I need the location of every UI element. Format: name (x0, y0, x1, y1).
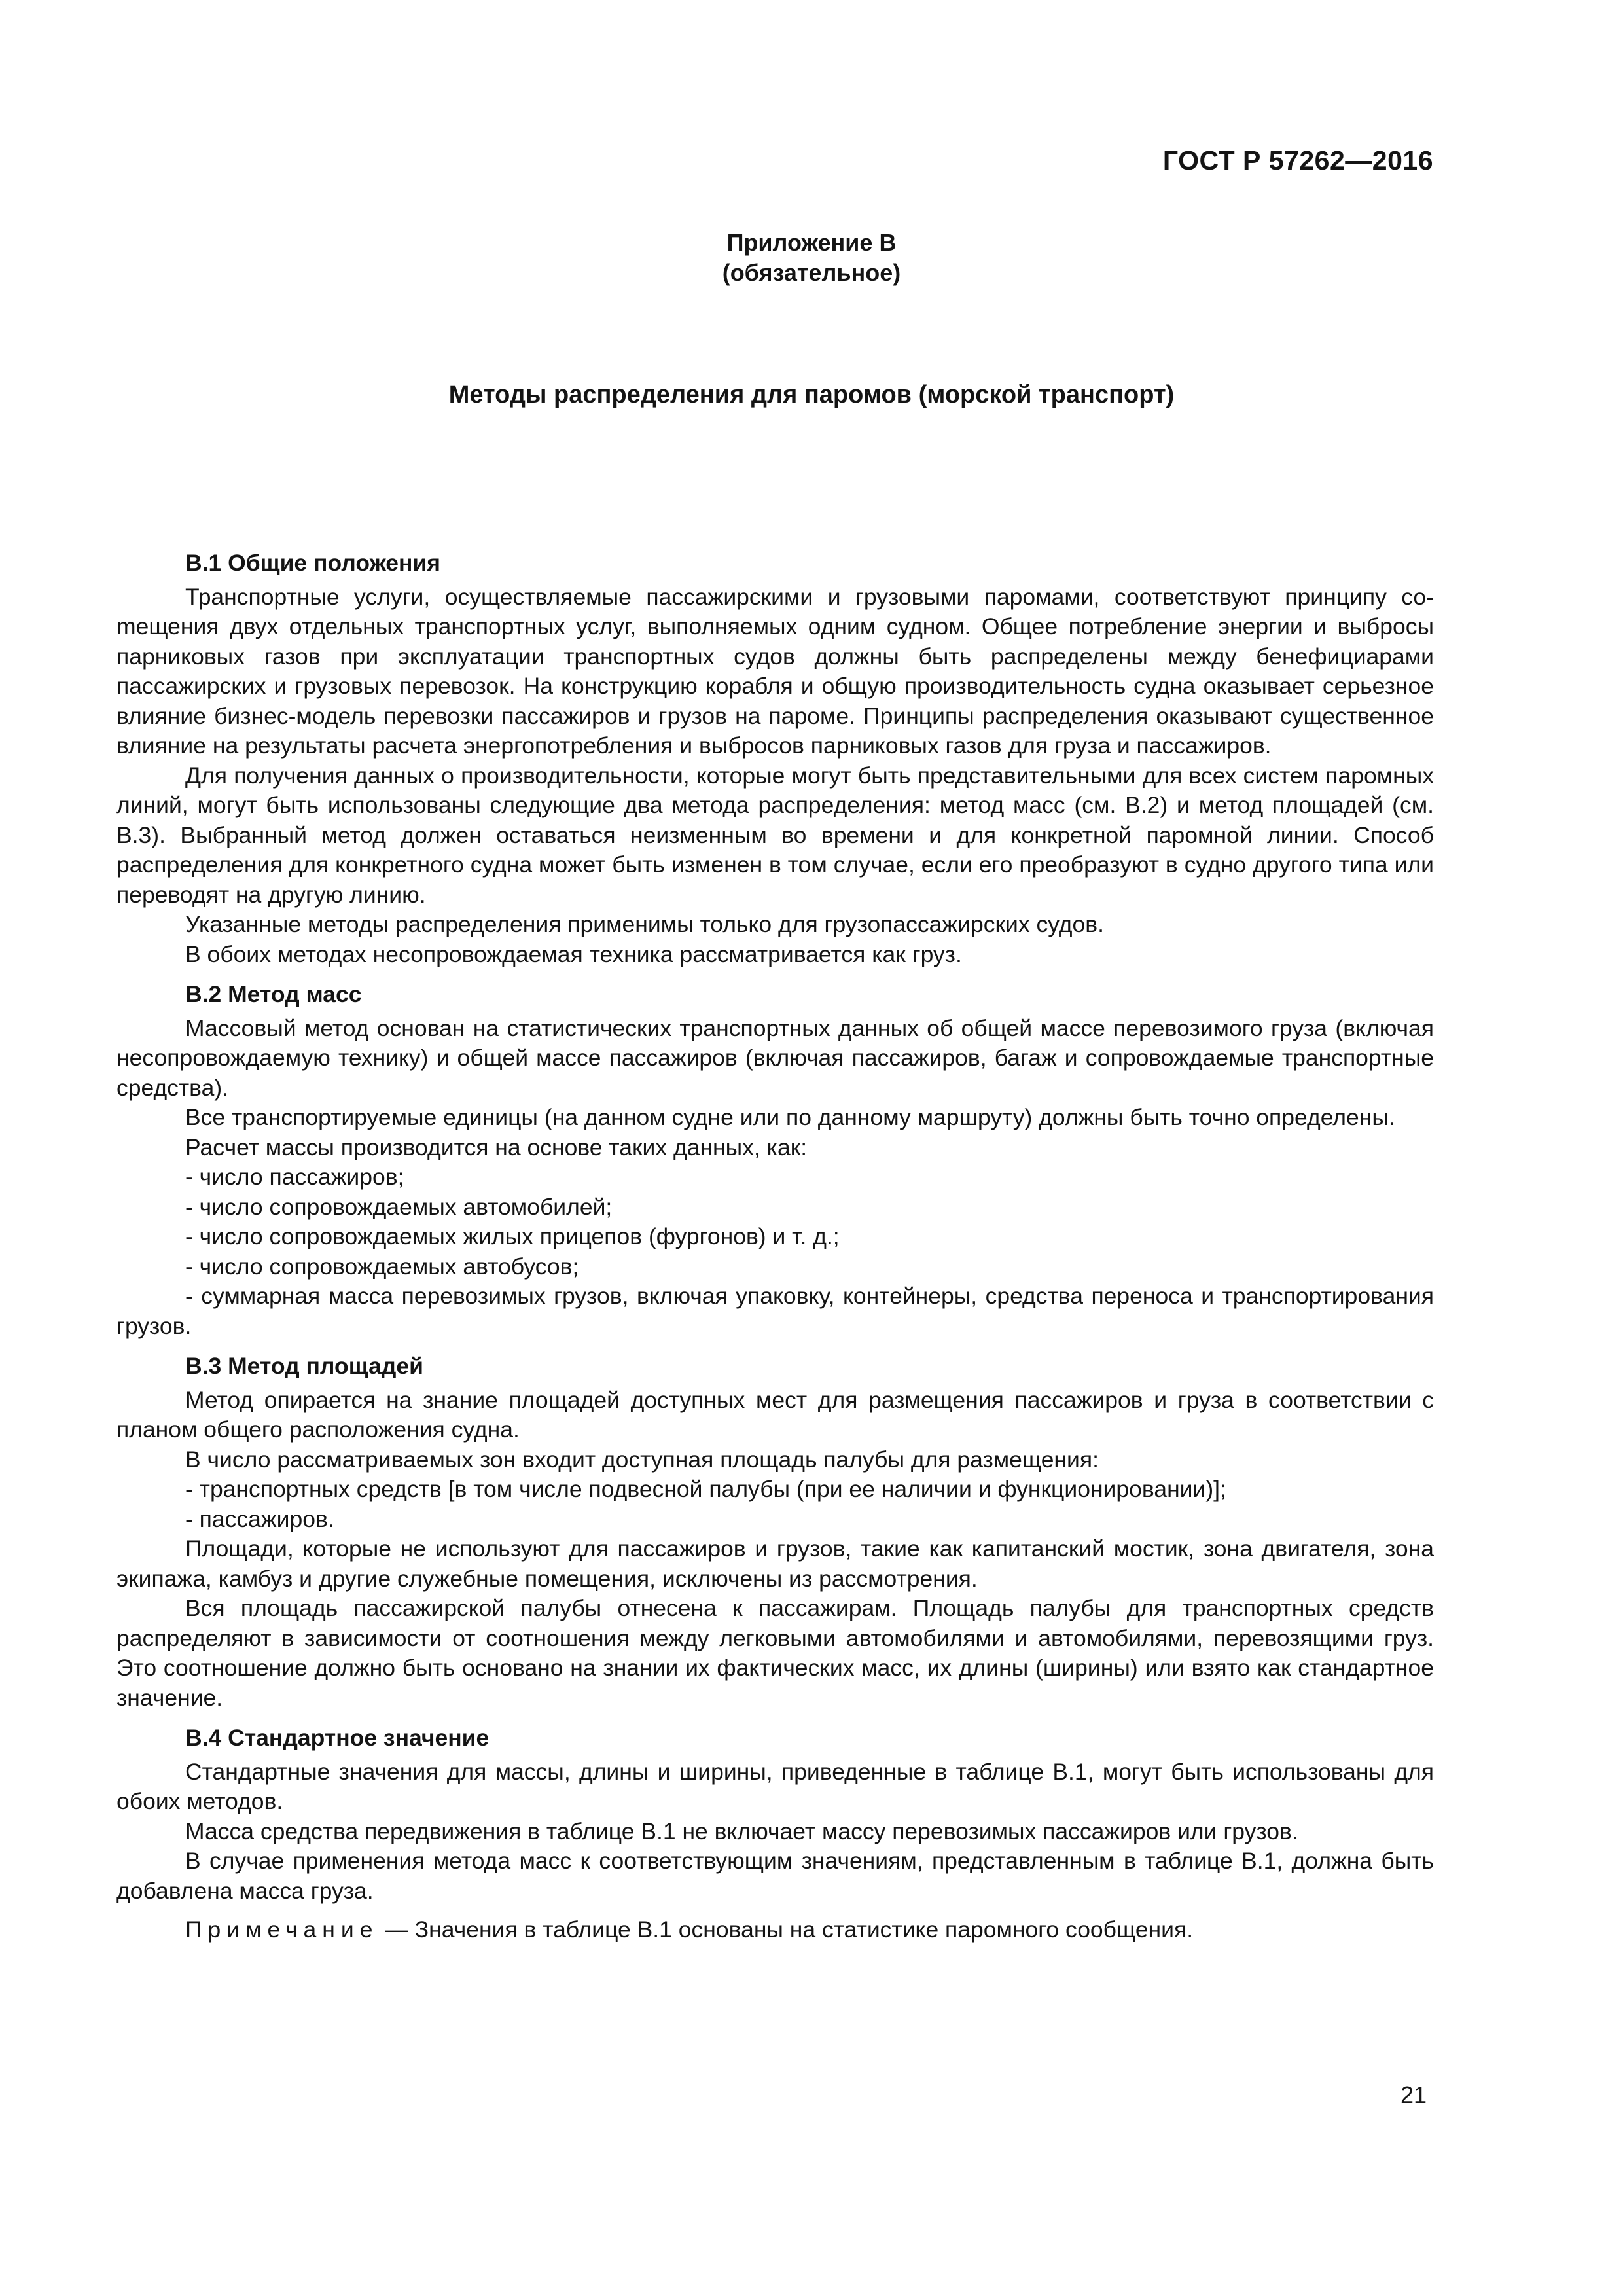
note-text: — Значения в таблице В.1 основаны на статистике паромного сообщения. (378, 1916, 1194, 1943)
section-heading-b2: В.2 Метод масс (185, 981, 362, 1007)
paragraph: Все транспортируемые единицы (на данном судне или по данному маршруту) должны быть точно определены. (185, 1104, 1395, 1130)
list-item: - пассажиров. (185, 1505, 334, 1532)
paragraph: Метод опирается на знание площадей доступных мест для размещения пассажиров и груза в соответствии с планом общего расположения судна. (116, 1386, 1434, 1443)
section-heading-b1: В.1 Общие положения (185, 550, 440, 576)
paragraph: Масса средства передвижения в таблице В.1 не включает массу перевозимых пассажиров или грузов. (185, 1818, 1298, 1844)
note-label: Примечание (185, 1916, 379, 1943)
note (116, 1915, 1434, 1945)
list-item: - суммарная масса перевозимых грузов, включая упаковку, контейнеры, средства переноса и транспортирования грузов. (116, 1283, 1434, 1339)
annex-title: Методы распределения для паромов (морской транспорт) (448, 381, 1175, 408)
paragraph: Вся площадь пассажирской палубы отнесена к пассажирам. Площадь палубы для транспортных средств распределяют в зависимости от соотношения между легковыми автомобилями и автомобилями, перевозящими груз. Это соотношение должно быть основано на знании их фактических масс, их длины (ширины) или взято как стандартное значение. (116, 1595, 1434, 1711)
page-number: 21 (1400, 2081, 1427, 2108)
list-item: - число сопровождаемых жилых прицепов (фургонов) и т. д.; (185, 1223, 840, 1249)
list-item: - число сопровождаемых автомобилей; (185, 1193, 613, 1220)
paragraph: Стандартные значения для массы, длины и ширины, приведенные в таблице В.1, могут быть использованы для обоих методов. (116, 1758, 1434, 1814)
paragraph: Для получения данных о производительности, которые могут быть представительными для всех систем паромных линий, могут быть использованы следующие два метода распределения: метод масс (см. В.2) и метод площадей (см. В.3). Выбранный метод должен оставаться неизменным во времени и для конкретной паромной линии. Способ распределения для конкретного судна может быть изменен в том случае, если его преобразуют в судно другого типа или переводят на другую линию. (116, 762, 1434, 908)
paragraph: Расчет массы производится на основе таких данных, как: (185, 1134, 808, 1160)
paragraph: В случае применения метода масс к соответствующим значениям, представленным в таблице В.1, должна быть добавлена масса груза. (116, 1848, 1434, 1904)
section-heading-b4: В.4 Стандартное значение (185, 1725, 490, 1751)
paragraph: В число рассматриваемых зон входит доступная площадь палубы для размещения: (185, 1446, 1099, 1473)
annex-status: (обязательное) (722, 259, 901, 286)
list-item: - число сопровождаемых автобусов; (185, 1253, 579, 1280)
paragraph: Транспортные услуги, осуществляемые пассажирскими и грузовыми паромами, соответствуют принципу соmещения двух отдельных транспортных услуг, выполняемых одним судном. Общее потребление энергии и выбросы парниковых газов при эксплуатации транспортных судов должны быть распределены между бенефициарами пассажирских и грузовых перевозок. На конструкцию корабля и общую производительность судна оказывает серьезное влияние бизнес-модель перевозки пассажиров и грузов на пароме. Принципы распределения оказывают существенное влияние на результаты расчета энергопотребления и выбросов парниковых газов для груза и пассажиров. (116, 583, 1434, 759)
paragraph: Массовый метод основан на статистических транспортных данных об общей массе перевозимого груза (включая несопровождаемую технику) и общей массе пассажиров (включая пассажиров, багаж и сопровождаемые транспортные средства). (116, 1014, 1434, 1101)
paragraph: Указанные методы распределения применимы только для грузопассажирских судов. (185, 911, 1104, 937)
list-item: - транспортных средств [в том числе подвесной палубы (при ее наличии и функционировании)]; (185, 1476, 1226, 1502)
document-body (116, 548, 1434, 1945)
list-item: - число пассажиров; (185, 1164, 404, 1190)
section-heading-b3: В.3 Метод площадей (185, 1353, 423, 1379)
annex-label: Приложение В (726, 229, 897, 256)
paragraph: Площади, которые не используют для пассажиров и грузов, такие как капитанский мостик, зона двигателя, зона экипажа, камбуз и другие служебные помещения, исключены из рассмотрения. (116, 1535, 1434, 1592)
paragraph: В обоих методах несопровождаемая техника рассматривается как груз. (185, 941, 962, 967)
document-code: ГОСТ Р 57262—2016 (1162, 145, 1433, 175)
